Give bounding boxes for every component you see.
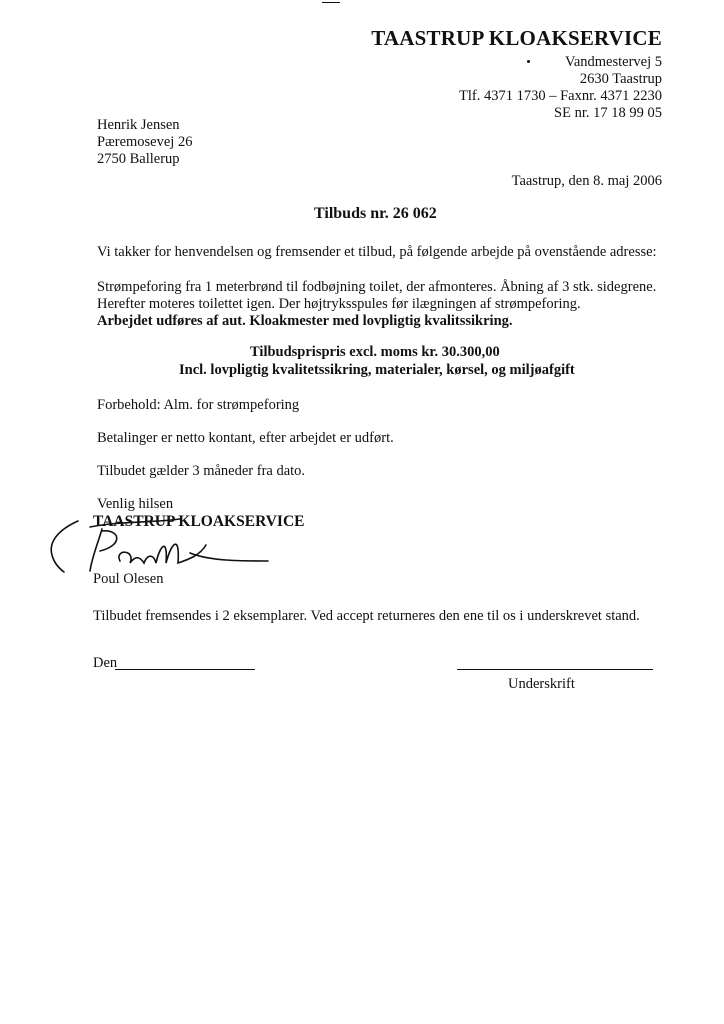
company-se-number: SE nr. 17 18 99 05: [554, 105, 662, 121]
price-line: Tilbudsprispris excl. moms kr. 30.300,00: [250, 344, 500, 360]
date-field-line[interactable]: [115, 669, 255, 670]
company-street: Vandmestervej 5: [564, 54, 662, 70]
payment-terms: Betalinger er netto kontant, efter arbejdet er udført.: [97, 430, 394, 446]
scan-mark: [322, 2, 340, 3]
recipient-street: Pæremosevej 26: [97, 134, 193, 150]
date-field-label: Den: [93, 655, 118, 671]
work-description-quality: Arbejdet udføres af aut. Kloakmester med lovpligtig kvalitssikring.: [97, 313, 513, 329]
work-description-line-2: Herefter moteres toilettet igen. Der højtryksspules før ilægningen af strømpeforing.: [97, 296, 581, 312]
company-city: 2630 Taastrup: [579, 71, 662, 87]
bullet-dot: [527, 60, 530, 63]
closing-greeting: Venlig hilsen: [97, 496, 174, 512]
intro-text: Vi takker for henvendelsen og fremsender et tilbud, på følgende arbejde på ovenstående adresse:: [97, 244, 657, 260]
reservation-text: Forbehold: Alm. for strømpeforing: [97, 397, 300, 413]
date-line: Taastrup, den 8. maj 2006: [511, 173, 662, 189]
company-name: TAASTRUP KLOAKSERVICE: [371, 26, 662, 50]
closing-company: TAASTRUP KLOAKSERVICE: [93, 513, 305, 530]
company-phone-fax: Tlf. 4371 1730 – Faxnr. 4371 2230: [459, 88, 662, 104]
signature-field-line[interactable]: [457, 669, 653, 670]
signature-label: Underskrift: [508, 676, 575, 692]
price-inclusions: Incl. lovpligtig kvalitetssikring, materialer, kørsel, og miljøafgift: [179, 362, 575, 378]
recipient-name: Henrik Jensen: [97, 117, 180, 133]
recipient-city: 2750 Ballerup: [97, 151, 180, 167]
work-description-line-1: Strømpeforing fra 1 meterbrønd til fodbøjning toilet, der afmonteres. Åbning af 3 stk. sidegrene.: [97, 279, 657, 295]
signer-name: Poul Olesen: [93, 571, 164, 587]
validity-text: Tilbudet gælder 3 måneder fra dato.: [97, 463, 306, 479]
offer-title: Tilbuds nr. 26 062: [314, 205, 437, 222]
footer-note: Tilbudet fremsendes i 2 eksemplarer. Ved accept returneres den ene til os i underskrevet stand.: [93, 608, 640, 624]
